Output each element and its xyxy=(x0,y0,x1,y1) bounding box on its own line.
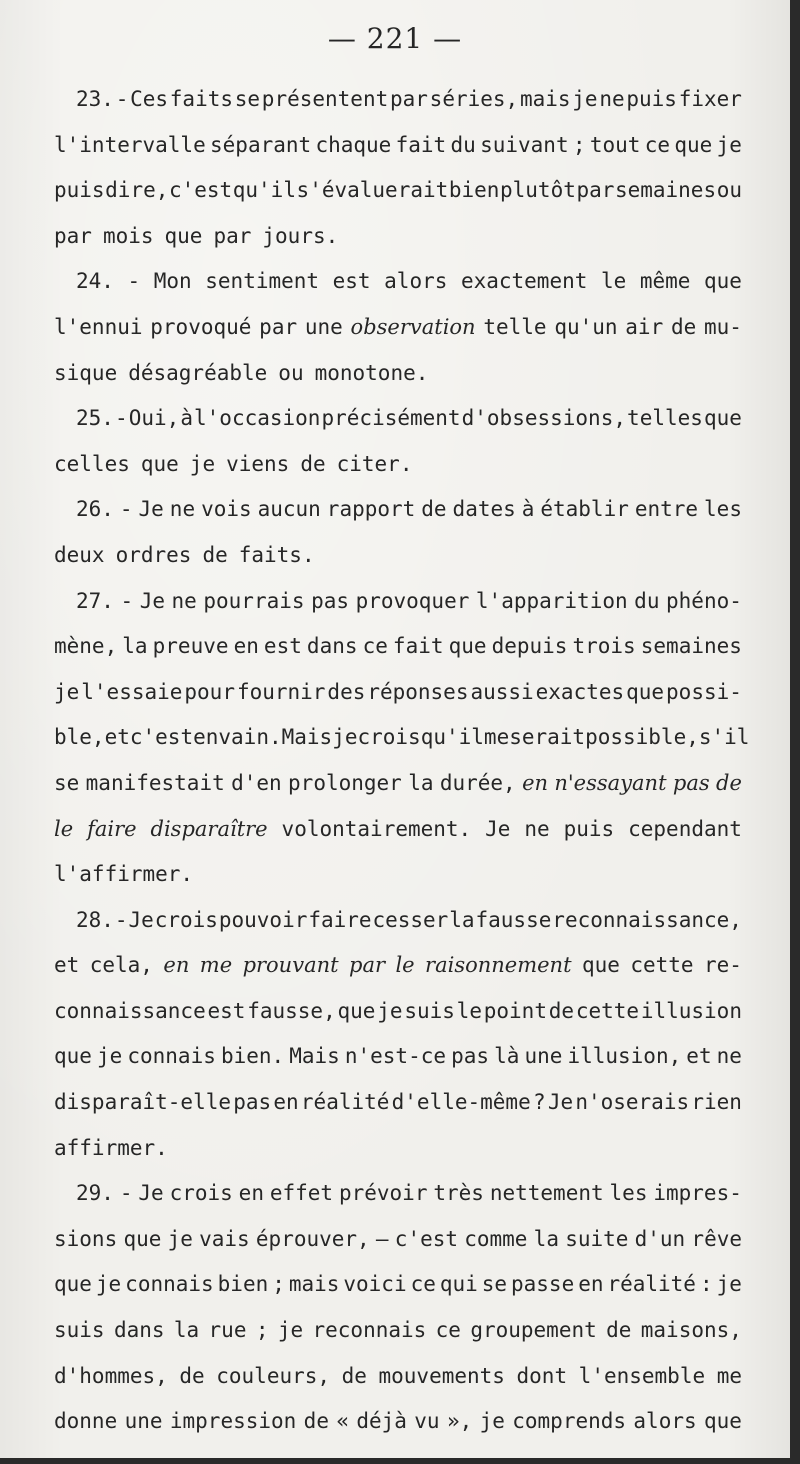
text-line: disparaît-elle pas en réalité d'elle-même ? Je n'oserais rien xyxy=(54,1090,742,1115)
text-line: puis dire, c'est qu'il s'évaluerait bien plutôt par semaines ou xyxy=(54,178,742,203)
text-line: le faire disparaître volontairement. Je ne puis cependant xyxy=(54,816,742,841)
page-text xyxy=(54,77,750,1445)
text-line: par mois que par jours. xyxy=(54,223,339,248)
text-line: 23. - Ces faits se présentent par séries, mais je ne puis fixer xyxy=(76,87,742,111)
text-line: suis dans la rue ; je reconnais ce groupement de maisons, xyxy=(54,1318,742,1343)
text-line: l'affirmer. xyxy=(54,862,194,887)
text-line: mène, la preuve en est dans ce fait que depuis trois semaines xyxy=(54,634,742,659)
text-line: celles que je viens de citer. xyxy=(54,451,413,476)
text-line: 28. - Je crois pouvoir faire cesser la fausse reconnaissance, xyxy=(76,907,742,932)
text-line: 24. - Mon sentiment est alors exactement le même que xyxy=(76,269,742,294)
text-line: se manifestait d'en prolonger la durée, en n'essayant pas de xyxy=(54,770,742,795)
text-line: je l'essaie pour fournir des réponses aussi exactes que possi- xyxy=(54,679,742,704)
text-line: l'intervalle séparant chaque fait du suivant ; tout ce que je xyxy=(54,132,742,157)
text-line: ble, et c'est en vain. Mais je crois qu'il me serait possible, s'il xyxy=(54,725,750,750)
text-line: connaissance est fausse, que je suis le point de cette illusion xyxy=(54,998,742,1023)
text-line: 26. - Je ne vois aucun rapport de dates à établir entre les xyxy=(76,497,742,522)
text-line: l'ennui provoqué par une observation telle qu'un air de mu- xyxy=(54,314,742,339)
text-line: 29. - Je crois en effet prévoir très nettement les impres- xyxy=(76,1181,742,1206)
text-line: sions que je vais éprouver, — c'est comme la suite d'un rêve xyxy=(54,1226,742,1251)
text-line: et cela, en me prouvant par le raisonnement que cette re- xyxy=(54,953,742,978)
text-line: d'hommes, de couleurs, de mouvements dont l'ensemble me xyxy=(54,1363,742,1388)
text-line: donne une impression de « déjà vu », je comprends alors que xyxy=(54,1409,742,1434)
text-line: sique désagréable ou monotone. xyxy=(54,360,429,385)
text-line: que je connais bien ; mais voici ce qui se passe en réalité : je xyxy=(54,1272,742,1297)
page-number: — 221 — xyxy=(327,22,463,55)
text-line: que je connais bien. Mais n'est-ce pas là une illusion, et ne xyxy=(54,1044,742,1069)
text-line: deux ordres de faits. xyxy=(54,542,315,567)
text-line: 25. - Oui, à l'occasion précisément d'obsessions, telles que xyxy=(76,406,742,431)
text-line: affirmer. xyxy=(54,1135,168,1160)
text-line: 27. - Je ne pourrais pas provoquer l'apparition du phéno- xyxy=(76,588,742,613)
